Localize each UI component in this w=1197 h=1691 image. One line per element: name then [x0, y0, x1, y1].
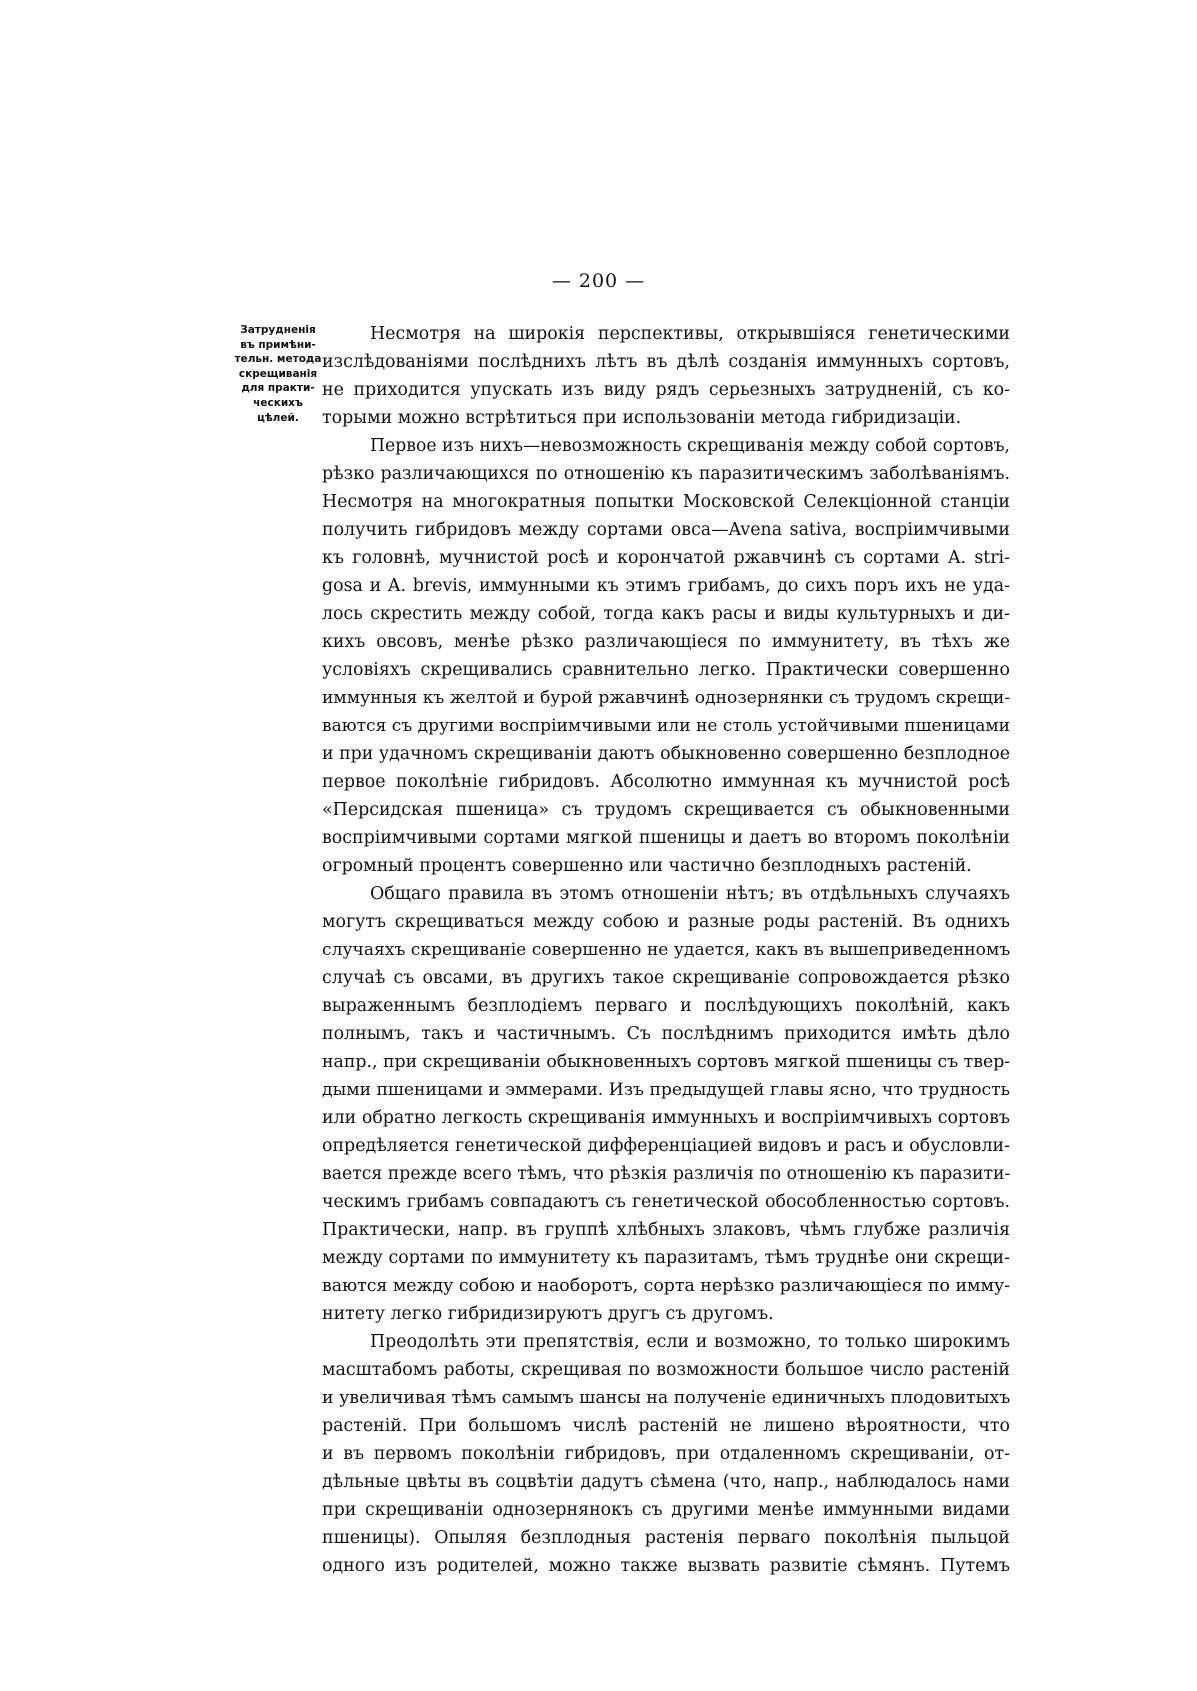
text-line: воспріимчивыми сортами мягкой пшеницы и даетъ во второмъ поколѣніи — [322, 828, 1010, 848]
text-line: рѣзко различающихся по отношенію къ паразитическимъ заболѣваніямъ. — [322, 464, 1010, 484]
paragraph — [322, 1328, 1010, 1580]
margin-note-line: для практи- — [241, 382, 315, 395]
margin-note — [228, 323, 328, 425]
text-line: полнымъ, такъ и частичнымъ. Съ послѣднимъ приходится имѣть дѣло — [322, 1024, 1010, 1044]
text-line: Преодолѣть эти препятствія, если и возможно, то только широкимъ — [370, 1332, 1010, 1352]
text-line: изслѣдованіями послѣднихъ лѣтъ въ дѣлѣ созданія иммунныхъ сортовъ, — [322, 352, 1010, 372]
text-line: одного изъ родителей, можно также вызвать развитіе сѣмянъ. Путемъ — [322, 1556, 1010, 1576]
text-line: между сортами по иммунитету къ паразитамъ, тѣмъ труднѣе они скрещи- — [322, 1248, 1010, 1268]
text-line: ваются между собою и наоборотъ, сорта нерѣзко различающіеся по имму- — [322, 1276, 1010, 1296]
text-line: къ головнѣ, мучнистой росѣ и корончатой ржавчинѣ съ сортами A. stri- — [322, 548, 1010, 568]
text-line: дыми пшеницами и эммерами. Изъ предыдущей главы ясно, что трудность — [322, 1080, 1010, 1100]
text-line: нитету легко гибридизируютъ другъ съ другомъ. — [322, 1304, 774, 1324]
text-line: случаѣ съ овсами, въ другихъ такое скрещиваніе сопровождается рѣзко — [322, 968, 1010, 988]
text-line: первое поколѣніе гибридовъ. Абсолютно иммунная къ мучнистой росѣ — [322, 772, 1010, 792]
text-line: торыми можно встрѣтиться при использованіи метода гибридизаціи. — [322, 408, 962, 428]
text-line: масштабомъ работы, скрещивая по возможности большое число растеній — [322, 1360, 1010, 1380]
text-line: растеній. При большомъ числѣ растеній не лишено вѣроятности, что — [322, 1416, 1010, 1436]
margin-note-line: цѣлей. — [257, 411, 299, 424]
text-line: иммунныя къ желтой и бурой ржавчинѣ однозернянки съ трудомъ скрещи- — [322, 688, 1011, 708]
text-line: лось скрестить между собой, тогда какъ расы и виды культурныхъ и ди- — [322, 604, 1010, 624]
text-line: дѣльные цвѣты въ соцвѣтіи дадутъ сѣмена (что, напр., наблюдалось нами — [322, 1472, 1010, 1492]
text-line: напр., при скрещиваніи обыкновенныхъ сортовъ мягкой пшеницы съ твер- — [322, 1052, 1011, 1072]
paragraph — [322, 320, 1010, 432]
text-line: случаяхъ скрещиваніе совершенно не удается, какъ въ вышеприведенномъ — [322, 940, 1011, 960]
text-line: и въ первомъ поколѣніи гибридовъ, при отдаленномъ скрещиваніи, от- — [322, 1444, 1010, 1464]
text-line: ваются съ другими воспріимчивыми или не столь устойчивыми пшеницами — [322, 716, 1010, 736]
body-text — [322, 320, 1010, 1580]
page-number: — 200 — — [551, 270, 646, 292]
text-line: ческимъ грибамъ совпадаютъ съ генетической обособленностью сортовъ. — [322, 1192, 1010, 1212]
text-line: опредѣляется генетической дифференціацией видовъ и расъ и обусловли- — [322, 1136, 1010, 1156]
text-line: Несмотря на широкія перспективы, открывшіяся генетическими — [370, 324, 1010, 344]
text-line: при скрещиваніи однозернянокъ съ другими менѣе иммунными видами — [322, 1500, 1010, 1520]
text-line: Практически, напр. въ группѣ хлѣбныхъ злаковъ, чѣмъ глубже различія — [322, 1220, 1010, 1240]
text-line: выраженнымъ безплодіемъ перваго и послѣдующихъ поколѣній, какъ — [322, 996, 1010, 1016]
text-line: огромный процентъ совершенно или частично безплодныхъ растеній. — [322, 856, 972, 876]
text-line: и при удачномъ скрещиваніи даютъ обыкновенно совершенно безплодное — [322, 744, 1010, 764]
margin-note-line: въ примѣни- — [240, 338, 316, 351]
paragraph — [322, 880, 1010, 1328]
text-line: вается прежде всего тѣмъ, что рѣзкія различія по отношенію къ паразити- — [322, 1164, 1011, 1184]
text-line: могутъ скрещиваться между собою и разные роды растеній. Въ однихъ — [322, 912, 1010, 932]
text-line: gosa и A. brevis, иммунными къ этимъ грибамъ, до сихъ поръ ихъ не уда- — [322, 576, 1010, 596]
text-line: кихъ овсовъ, менѣе рѣзко различающіеся по иммунитету, въ тѣхъ же — [322, 632, 1010, 652]
text-line: условіяхъ скрещивались сравнительно легко. Практически совершенно — [322, 660, 1010, 680]
text-line: не приходится упускать изъ виду рядъ серьезныхъ затрудненій, съ ко- — [322, 380, 1010, 400]
text-line: и увеличивая тѣмъ самымъ шансы на полученіе единичныхъ плодовитыхъ — [322, 1388, 1011, 1408]
text-line: получить гибридовъ между сортами овса—Avena sativa, воспріимчивыми — [322, 520, 1010, 540]
text-line: Несмотря на многократныя попытки Московской Селекціонной станціи — [322, 492, 1010, 512]
text-line: «Персидская пшеница» съ трудомъ скрещивается съ обыкновенными — [322, 800, 1010, 820]
text-line: или обратно легкость скрещиванія иммунныхъ и воспріимчивыхъ сортовъ — [322, 1108, 1010, 1128]
text-line: пшеницы). Опыляя безплодныя растенія перваго поколѣнія пыльцой — [322, 1528, 1010, 1548]
margin-note-line: тельн. метода — [234, 353, 322, 366]
paragraph — [322, 432, 1010, 880]
margin-note-line: скрещиванія — [238, 367, 318, 380]
text-line: Первое изъ нихъ—невозможность скрещиванія между собой сортовъ, — [370, 436, 1010, 456]
margin-note-line: Затрудненія — [240, 324, 316, 336]
text-line: Общаго правила въ этомъ отношеніи нѣтъ; въ отдѣльныхъ случаяхъ — [370, 884, 1010, 904]
margin-note-line: ческихъ — [253, 396, 303, 409]
